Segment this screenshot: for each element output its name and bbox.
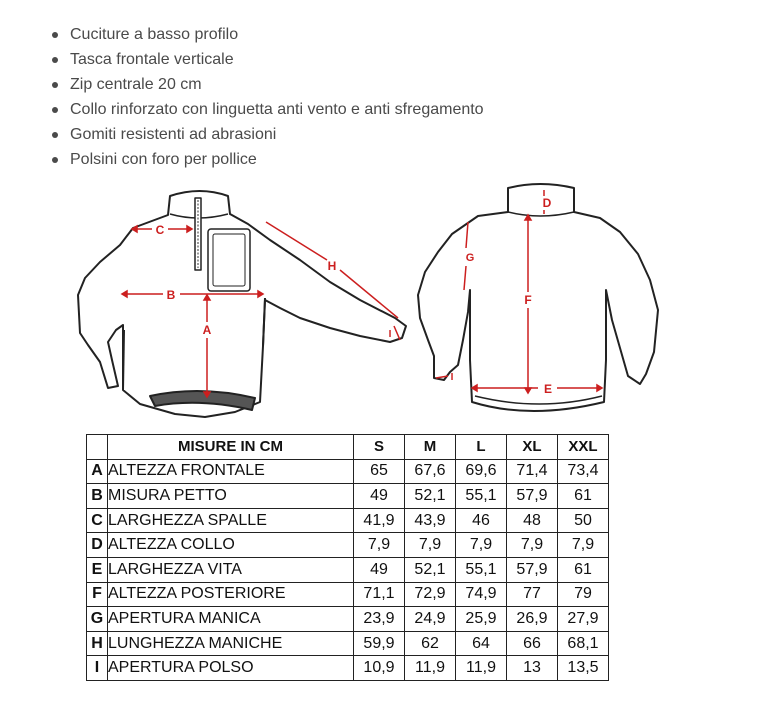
value-cell: 61: [558, 557, 609, 582]
value-cell: 79: [558, 582, 609, 607]
value-cell: 65: [354, 459, 405, 484]
value-cell: 52,1: [405, 484, 456, 509]
table-row: [87, 533, 609, 558]
value-cell: 7,9: [456, 533, 507, 558]
size-chart-table: [86, 434, 609, 681]
row-label: LARGHEZZA VITA: [108, 557, 354, 582]
value-cell: 66: [507, 631, 558, 656]
label-i-back: I: [450, 372, 454, 383]
label-e: E: [543, 382, 553, 396]
value-cell: 43,9: [405, 508, 456, 533]
value-cell: 59,9: [354, 631, 405, 656]
value-cell: 23,9: [354, 607, 405, 632]
value-cell: 26,9: [507, 607, 558, 632]
value-cell: 64: [456, 631, 507, 656]
table-row: [87, 656, 609, 681]
feature-item: Collo rinforzato con linguetta anti vento e anti sfregamento: [50, 97, 484, 122]
value-cell: 25,9: [456, 607, 507, 632]
table-row: [87, 631, 609, 656]
value-cell: 7,9: [354, 533, 405, 558]
value-cell: 49: [354, 484, 405, 509]
value-cell: 73,4: [558, 459, 609, 484]
value-cell: 7,9: [405, 533, 456, 558]
feature-item: Tasca frontale verticale: [50, 47, 484, 72]
feature-list: [50, 22, 484, 172]
value-cell: 11,9: [456, 656, 507, 681]
row-letter: H: [87, 631, 108, 656]
header-letter-cell: [87, 435, 108, 460]
row-letter: F: [87, 582, 108, 607]
size-header: M: [405, 435, 456, 460]
value-cell: 13: [507, 656, 558, 681]
value-cell: 52,1: [405, 557, 456, 582]
value-cell: 72,9: [405, 582, 456, 607]
row-letter: B: [87, 484, 108, 509]
value-cell: 7,9: [558, 533, 609, 558]
feature-item: Cuciture a basso profilo: [50, 22, 484, 47]
label-c: C: [155, 223, 165, 237]
row-label: LUNGHEZZA MANICHE: [108, 631, 354, 656]
value-cell: 74,9: [456, 582, 507, 607]
row-letter: A: [87, 459, 108, 484]
value-cell: 41,9: [354, 508, 405, 533]
label-g: G: [465, 252, 475, 264]
table-row: [87, 484, 609, 509]
value-cell: 71,4: [507, 459, 558, 484]
front-jacket-drawing: [78, 191, 406, 417]
row-label: APERTURA MANICA: [108, 607, 354, 632]
row-letter: E: [87, 557, 108, 582]
back-jacket-drawing: [418, 184, 658, 411]
feature-item: Polsini con foro per pollice: [50, 147, 484, 172]
value-cell: 50: [558, 508, 609, 533]
value-cell: 77: [507, 582, 558, 607]
table-row: [87, 459, 609, 484]
value-cell: 69,6: [456, 459, 507, 484]
size-header: L: [456, 435, 507, 460]
table-row: [87, 557, 609, 582]
size-header: XL: [507, 435, 558, 460]
value-cell: 55,1: [456, 484, 507, 509]
value-cell: 67,6: [405, 459, 456, 484]
value-cell: 57,9: [507, 557, 558, 582]
row-label: ALTEZZA COLLO: [108, 533, 354, 558]
table-row: [87, 508, 609, 533]
value-cell: 48: [507, 508, 558, 533]
row-letter: G: [87, 607, 108, 632]
value-cell: 61: [558, 484, 609, 509]
value-cell: 62: [405, 631, 456, 656]
size-header: S: [354, 435, 405, 460]
label-f: F: [524, 293, 532, 307]
value-cell: 71,1: [354, 582, 405, 607]
value-cell: 27,9: [558, 607, 609, 632]
header-title: MISURE IN CM: [108, 435, 354, 460]
row-label: LARGHEZZA SPALLE: [108, 508, 354, 533]
value-cell: 24,9: [405, 607, 456, 632]
label-d: D: [542, 196, 552, 210]
value-cell: 7,9: [507, 533, 558, 558]
table-header-row: [87, 435, 609, 460]
table-row: [87, 582, 609, 607]
feature-item: Zip centrale 20 cm: [50, 72, 484, 97]
size-header: XXL: [558, 435, 609, 460]
feature-item: Gomiti resistenti ad abrasioni: [50, 122, 484, 147]
value-cell: 46: [456, 508, 507, 533]
row-label: ALTEZZA FRONTALE: [108, 459, 354, 484]
label-b: B: [166, 288, 176, 302]
label-a: A: [202, 323, 212, 337]
row-letter: C: [87, 508, 108, 533]
label-i: I: [388, 329, 392, 340]
value-cell: 68,1: [558, 631, 609, 656]
row-label: APERTURA POLSO: [108, 656, 354, 681]
row-label: ALTEZZA POSTERIORE: [108, 582, 354, 607]
table-row: [87, 607, 609, 632]
value-cell: 55,1: [456, 557, 507, 582]
jacket-measurement-diagram: [70, 180, 670, 425]
row-letter: I: [87, 656, 108, 681]
value-cell: 10,9: [354, 656, 405, 681]
value-cell: 11,9: [405, 656, 456, 681]
row-letter: D: [87, 533, 108, 558]
value-cell: 13,5: [558, 656, 609, 681]
value-cell: 57,9: [507, 484, 558, 509]
label-h: H: [327, 259, 337, 273]
row-label: MISURA PETTO: [108, 484, 354, 509]
value-cell: 49: [354, 557, 405, 582]
